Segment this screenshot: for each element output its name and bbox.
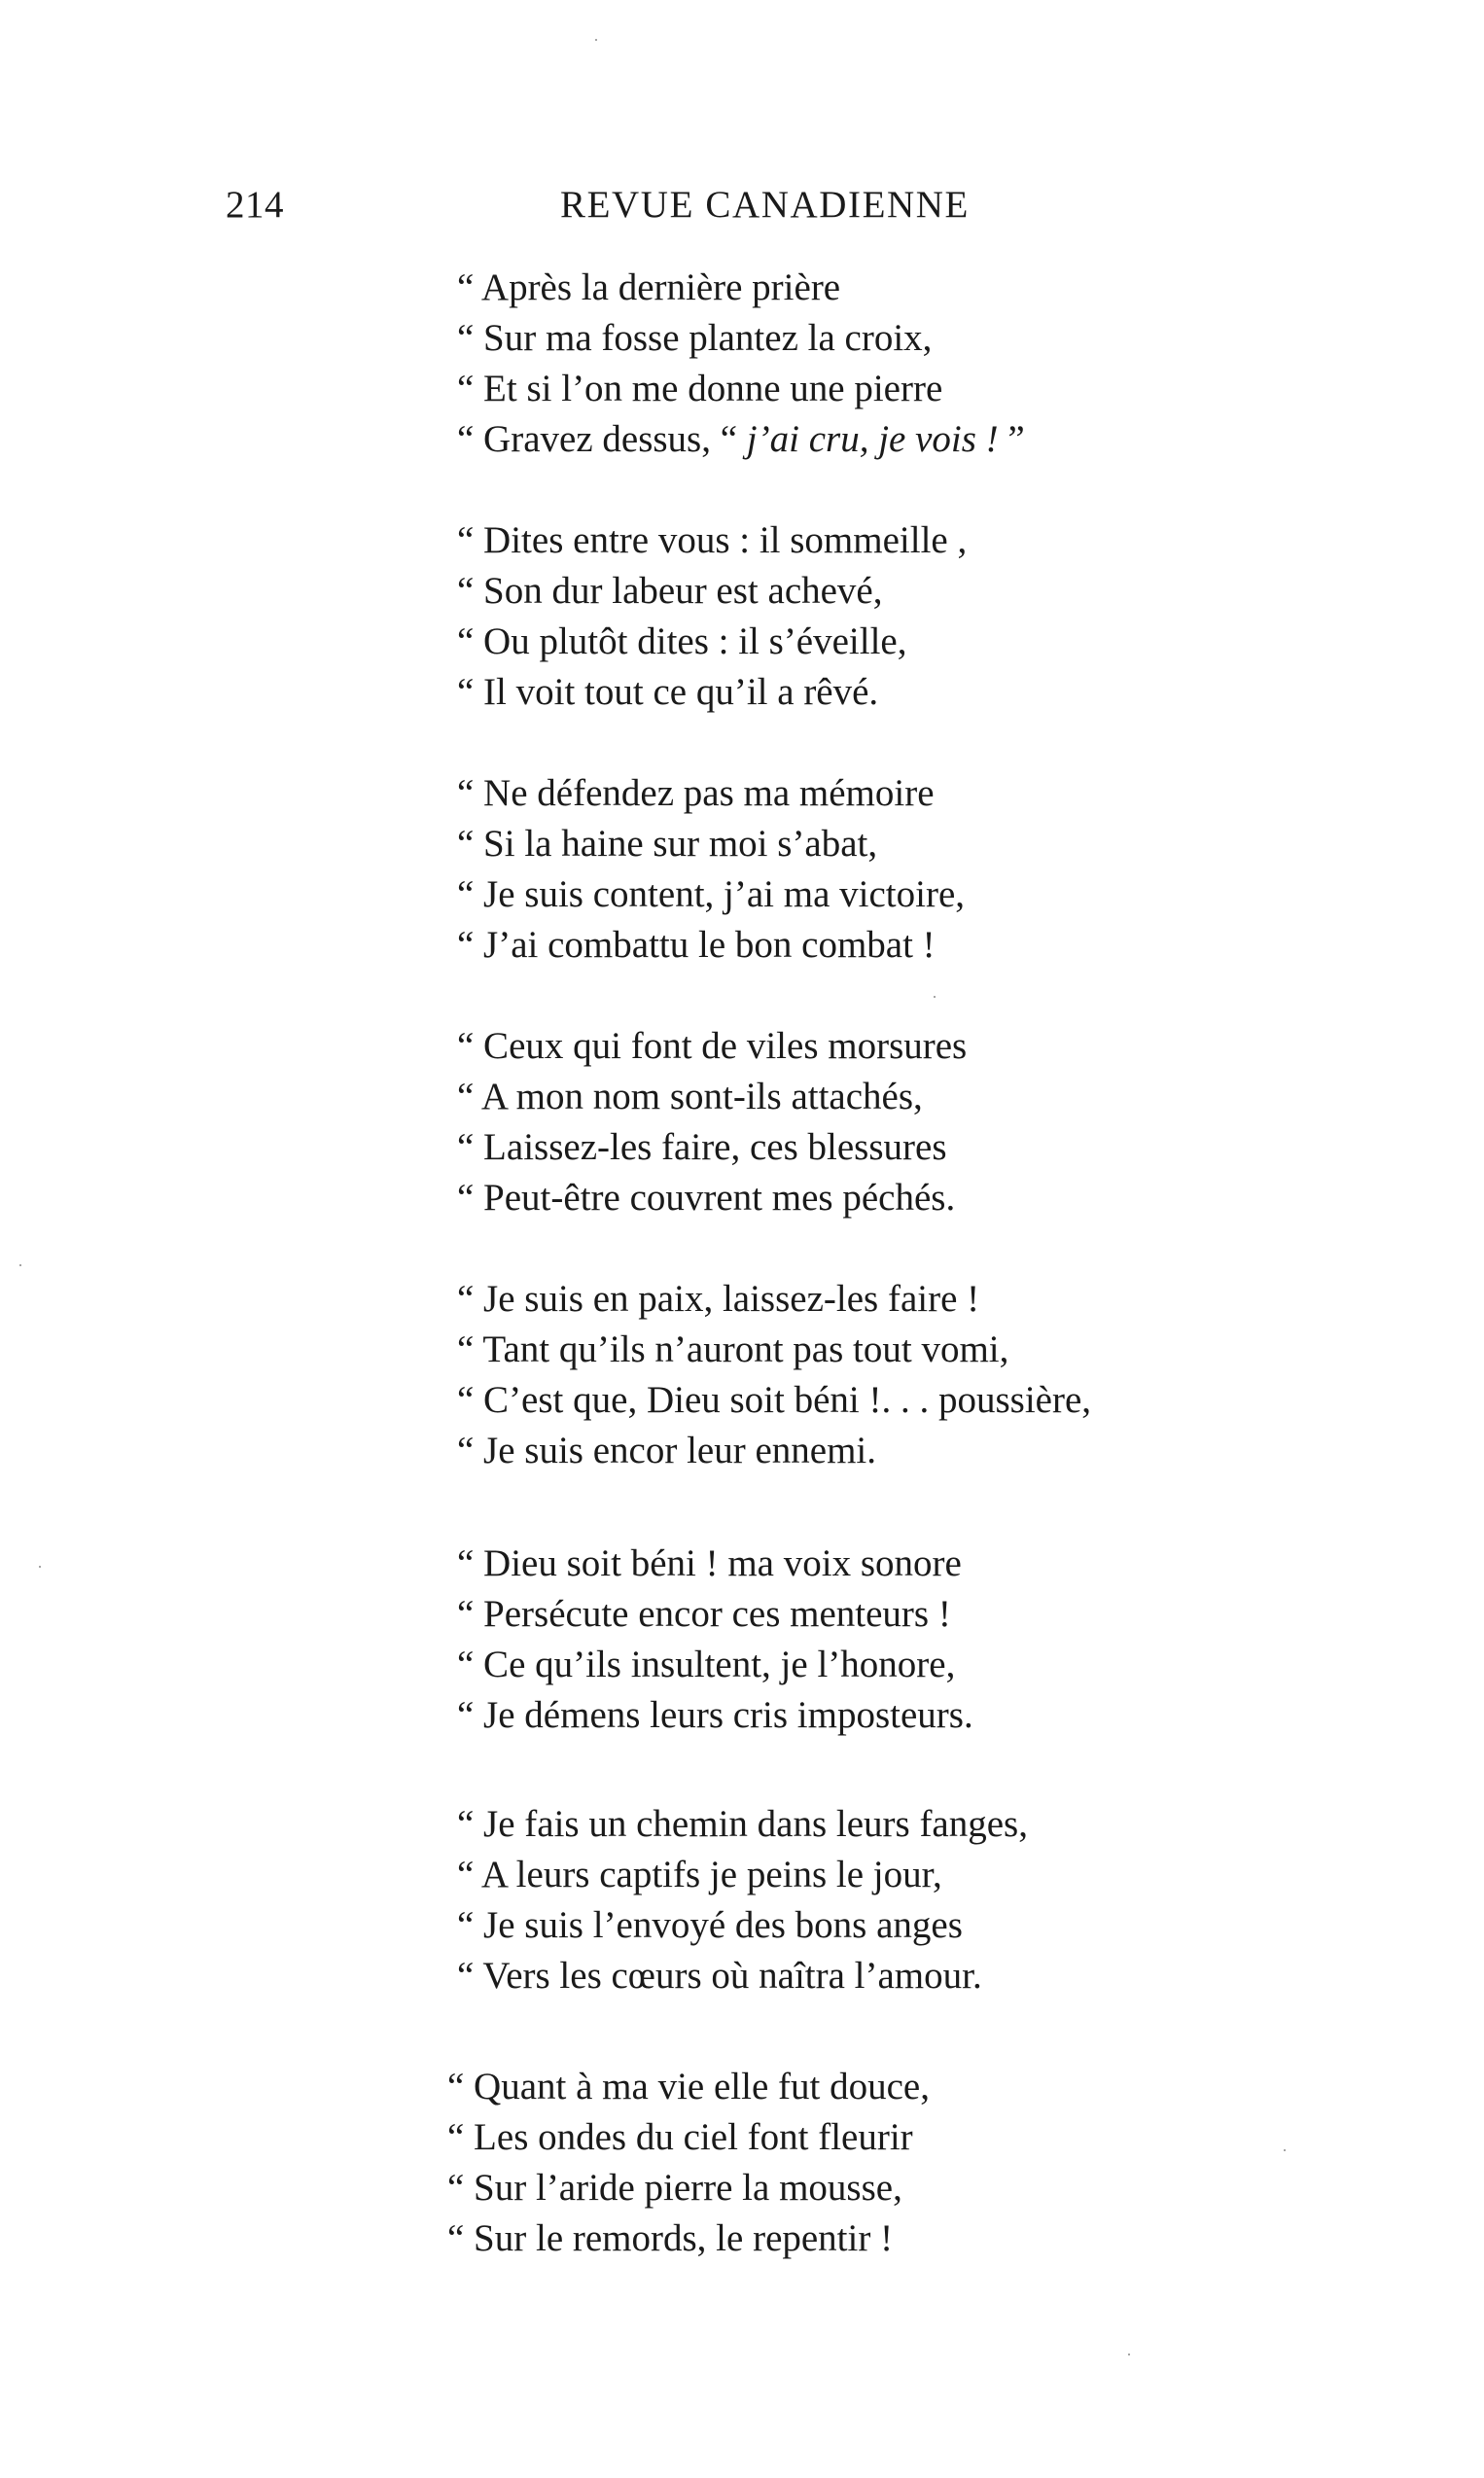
verse-line: “ Je démens leurs cris imposteurs. bbox=[457, 1694, 973, 1736]
verse-line: “ Je suis content, j’ai ma victoire, bbox=[457, 873, 966, 915]
verse-line: “ Je suis en paix, laissez-les faire ! bbox=[457, 1278, 980, 1320]
verse-line: “ Laissez-les faire, ces blessures bbox=[457, 1126, 947, 1168]
scan-speck bbox=[934, 996, 936, 998]
verse-line: “ Vers les cœurs où naîtra l’amour. bbox=[457, 1955, 982, 1997]
verse-line: “ Peut-être couvrent mes péchés. bbox=[457, 1177, 956, 1219]
verse-line: “ Ne défendez pas ma mémoire bbox=[457, 772, 935, 814]
scan-speck bbox=[19, 1264, 21, 1266]
verse-line: “ Je suis encor leur ennemi. bbox=[457, 1430, 877, 1471]
verse-line: “ Sur ma fosse plantez la croix, bbox=[457, 317, 933, 359]
verse-line: “ Sur le remords, le repentir ! bbox=[447, 2217, 894, 2259]
page-number: 214 bbox=[226, 184, 284, 226]
verse-line: “ Dieu soit béni ! ma voix sonore bbox=[457, 1542, 962, 1584]
verse-line: “ C’est que, Dieu soit béni !. . . poussière, bbox=[457, 1379, 1092, 1421]
verse-line: “ Dites entre vous : il sommeille , bbox=[457, 519, 968, 561]
verse-line: “ A leurs captifs je peins le jour, bbox=[457, 1854, 942, 1895]
verse-line: “ Ou plutôt dites : il s’éveille, bbox=[457, 620, 907, 662]
scan-speck bbox=[39, 1566, 41, 1568]
verse-line-start: “ Gravez dessus, “ bbox=[457, 418, 747, 460]
scan-speck bbox=[595, 39, 597, 41]
verse-line: “ Si la haine sur moi s’abat, bbox=[457, 823, 878, 865]
verse-line: “ Après la dernière prière bbox=[457, 266, 841, 308]
scan-speck bbox=[1284, 2149, 1286, 2151]
verse-line: “ Sur l’aride pierre la mousse, bbox=[447, 2167, 902, 2209]
verse-line: “ Persécute encor ces menteurs ! bbox=[457, 1593, 951, 1635]
verse-line: “ J’ai combattu le bon combat ! bbox=[457, 924, 936, 966]
verse-line: “ Tant qu’ils n’auront pas tout vomi, bbox=[457, 1328, 1009, 1370]
verse-line: “ Et si l’on me donne une pierre bbox=[457, 368, 943, 409]
running-title: REVUE CANADIENNE bbox=[560, 184, 970, 226]
verse-line: “ Je fais un chemin dans leurs fanges, bbox=[457, 1803, 1028, 1845]
verse-line-italic: j’ai cru, je vois ! bbox=[746, 418, 999, 460]
verse-line: “ A mon nom sont-ils attachés, bbox=[457, 1076, 923, 1117]
verse-line bbox=[457, 414, 1025, 465]
verse-line-end: ” bbox=[998, 418, 1025, 460]
verse-line: “ Quant à ma vie elle fut douce, bbox=[447, 2066, 930, 2107]
verse-line: “ Les ondes du ciel font fleurir bbox=[447, 2116, 913, 2158]
verse-line: “ Je suis l’envoyé des bons anges bbox=[457, 1904, 963, 1946]
verse-line: “ Ce qu’ils insultent, je l’honore, bbox=[457, 1644, 956, 1685]
verse-line: “ Ceux qui font de viles morsures bbox=[457, 1025, 968, 1067]
verse-line: “ Son dur labeur est achevé, bbox=[457, 570, 883, 612]
scan-speck bbox=[1128, 2354, 1130, 2355]
verse-line: “ Il voit tout ce qu’il a rêvé. bbox=[457, 671, 879, 713]
